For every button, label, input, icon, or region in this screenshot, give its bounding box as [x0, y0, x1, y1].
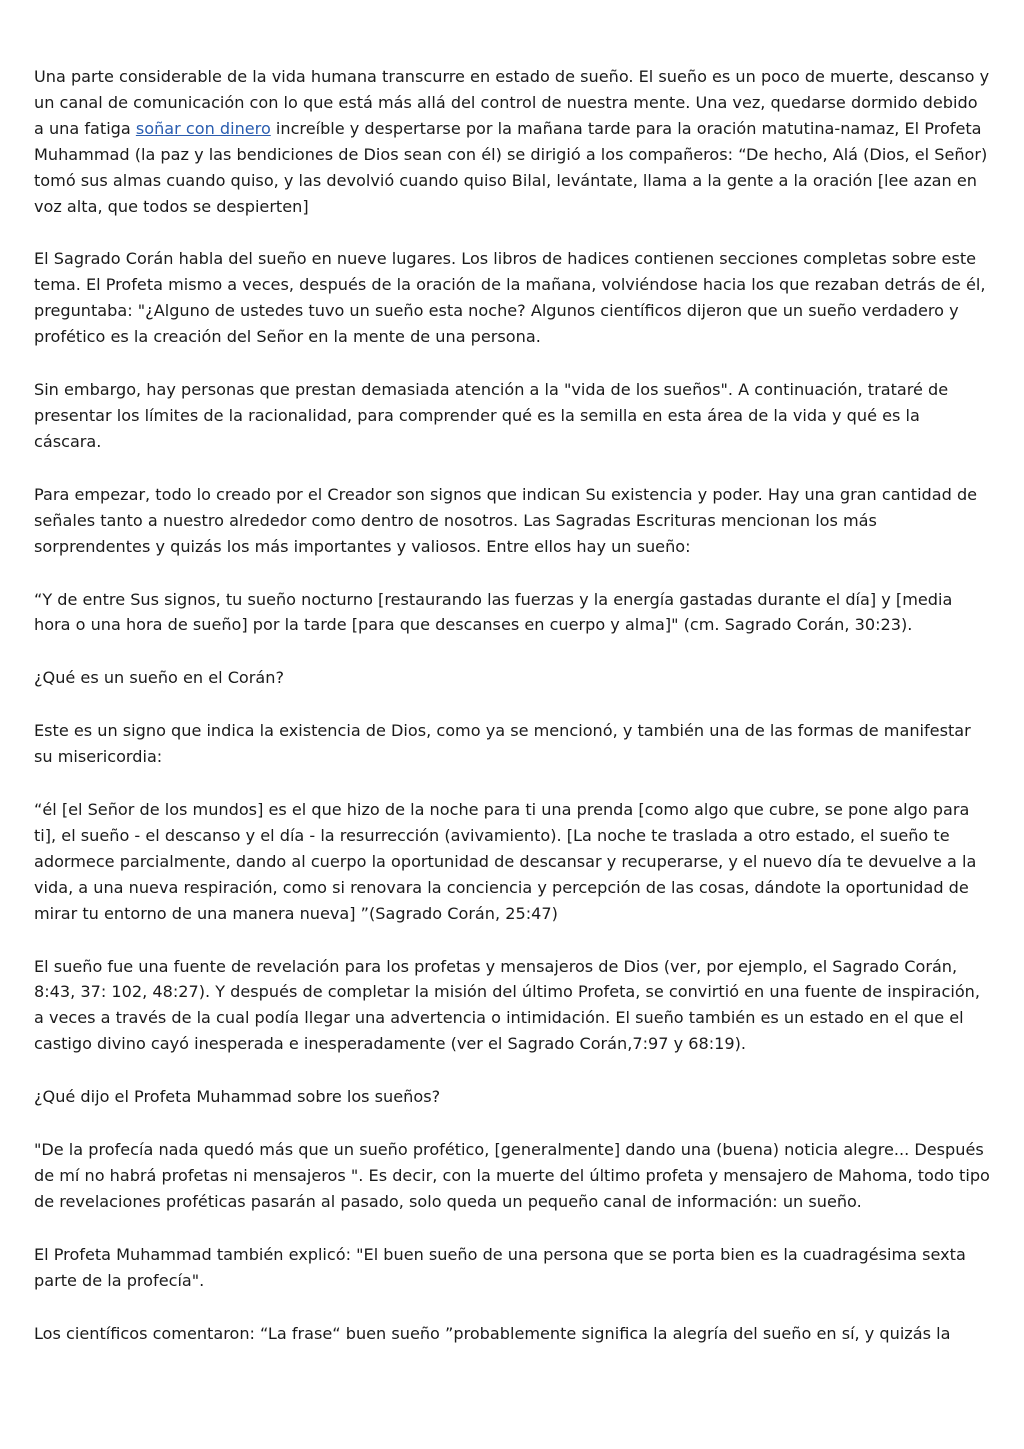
paragraph-13: Los científicos comentaron: “La frase“ buen sueño ”probablemente significa la alegría del sueño en sí, y quizás la	[34, 1323, 951, 1343]
paragraph-9: El sueño fue una fuente de revelación para los profetas y mensajeros de Dios (ver, por ejemplo, el Sagrado Corán, 8:43, 37: 102, 48:27). Y después de completar la misión del último Profeta, se convirtió en una fuente de inspiración, a veces a través de la cual podía llegar una advertencia o intimidación. El sueño también es un estado en el que el castigo divino cayó inesperada e inesperadamente (ver el Sagrado Corán,7:97 y 68:19).	[34, 956, 980, 1054]
paragraph-3: Sin embargo, hay personas que prestan demasiada atención a la "vida de los sueños". A continuación, trataré de presentar los límites de la racionalidad, para comprender qué es la semilla en esta área de la vida y qué es la cáscara.	[34, 380, 949, 451]
document-page	[34, 64, 992, 1374]
paragraph-4: Para empezar, todo lo creado por el Creador son signos que indican Su existencia y poder. Hay una gran cantidad de señales tanto a nuestro alrededor como dentro de nosotros. Las Sagradas Escrituras mencionan los más sorprendentes y quizás los más importantes y valiosos. Entre ellos hay un sueño:	[34, 484, 978, 556]
paragraph-5-quote: “Y de entre Sus signos, tu sueño nocturno [restaurando las fuerzas y la energía gastadas durante el día] y [media hora o una hora de sueño] por la tarde [para que descanses en cuerpo y alma]" (cm. Sagrado Corán, 30:23).	[34, 589, 953, 635]
paragraph-11-quote: "De la profecía nada quedó más que un sueño profético, [generalmente] dando una (buena) noticia alegre... Después de mí no habrá profetas ni mensajeros ". Es decir, con la muerte del último profeta y mensajero de Mahoma, todo tipo de revelaciones proféticas pasarán al pasado, solo queda un pequeño canal de información: un sueño.	[34, 1140, 990, 1211]
paragraph-7: Este es un signo que indica la existencia de Dios, como ya se mencionó, y también una de las formas de manifestar su misericordia:	[34, 721, 971, 767]
paragraph-1-text-end: increíble y despertarse por la mañana tarde para la oración matutina-namaz, El Profeta Muhammad (la paz y las bendiciones de Dios sean con él) se dirigió a los compañeros: “De hecho, Alá (Dios, el Señor) tomó sus almas cuando quiso, y las devolvió cuando quiso Bilal, levántate, llama a la gente a la oración [lee azan en voz alta, que todos se despierten]	[34, 118, 988, 216]
paragraph-1-text-start: Una parte considerable de la vida humana transcurre en estado de sueño. El sueño es un poco de muerte, descanso y un canal de comunicación con lo que está más allá del control de nuestra mente. Una vez, quedarse dormido debido a una fatiga	[34, 67, 990, 138]
paragraph-12: El Profeta Muhammad también explicó: "El buen sueño de una persona que se porta bien es la cuadragésima sexta parte de la profecía".	[34, 1244, 966, 1290]
paragraph-6-question: ¿Qué es un sueño en el Corán?	[34, 668, 285, 688]
link-sonar-con-dinero[interactable]: soñar con dinero	[135, 118, 271, 138]
paragraph-2: El Sagrado Corán habla del sueño en nueve lugares. Los libros de hadices contienen secciones completas sobre este tema. El Profeta mismo a veces, después de la oración de la mañana, volviéndose hacia los que rezaban detrás de él, preguntaba: "¿Alguno de ustedes tuvo un sueño esta noche? Algunos científicos dijeron que un sueño verdadero y profético es la creación del Señor en la mente de una persona.	[34, 249, 986, 347]
paragraph-8-quote: “él [el Señor de los mundos] es el que hizo de la noche para ti una prenda [como algo que cubre, se pone algo para ti], el sueño - el descanso y el día - la resurrección (avivamiento). [La noche te traslada a otro estado, el sueño te adormece parcialmente, dando al cuerpo la oportunidad de descansar y recuperarse, y el nuevo día te devuelve a la vida, a una nueva respiración, como si renovara la conciencia y percepción de las cosas, dándote la oportunidad de mirar tu entorno de una manera nueva] ”(Sagrado Corán, 25:47)	[34, 800, 977, 923]
paragraph-1	[34, 64, 992, 219]
paragraph-10-question: ¿Qué dijo el Profeta Muhammad sobre los sueños?	[34, 1087, 441, 1107]
